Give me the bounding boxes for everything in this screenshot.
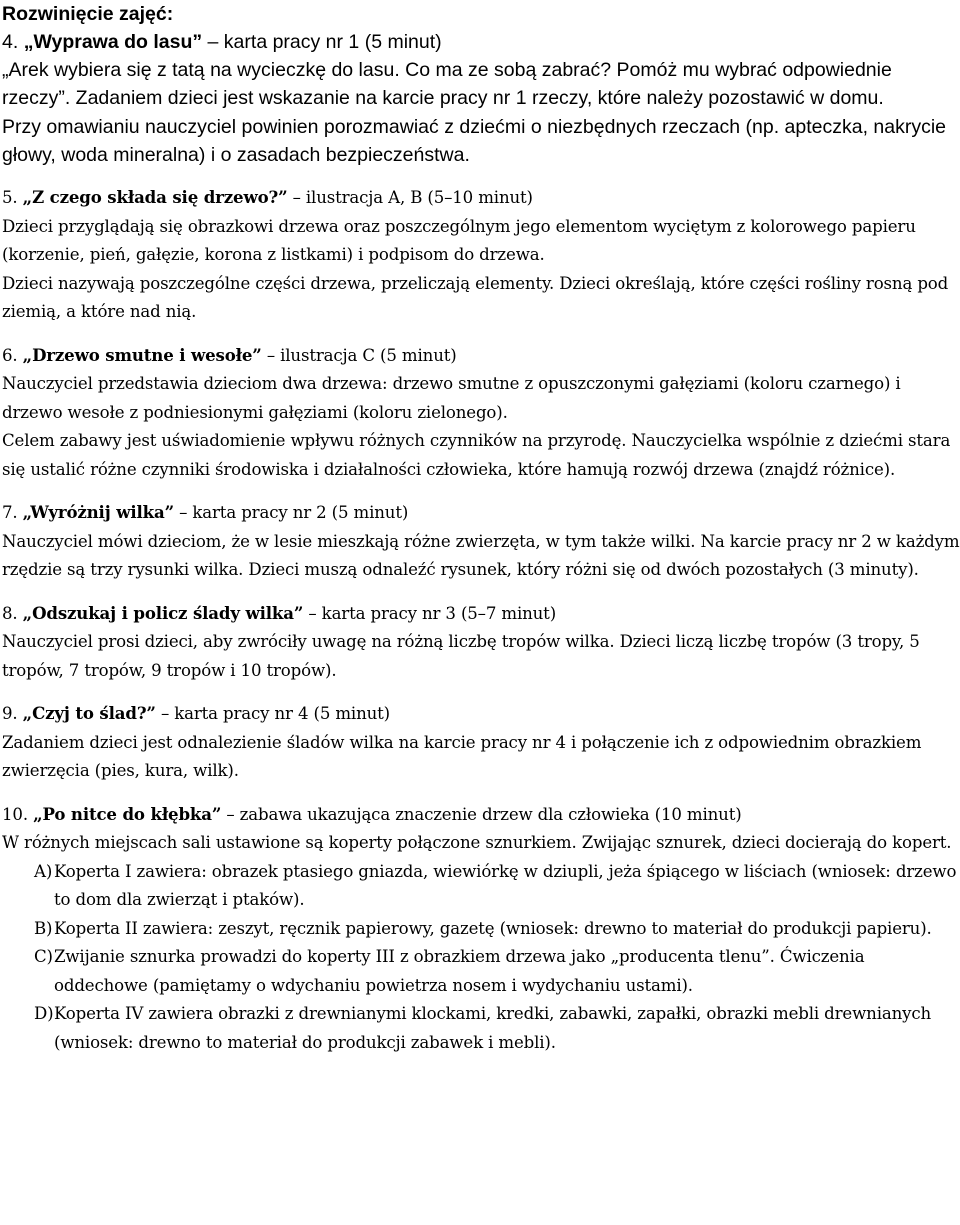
- list-item-text: Zwijanie sznurka prowadzi do koperty III z obrazkiem drzewa jako „producenta tlenu”. Ćwiczenia oddechowe (pamiętamy o wdychaniu powietrza nosem i wydychaniu ustami).: [54, 947, 865, 995]
- section-title: „Czyj to ślad?”: [22, 703, 156, 724]
- section-7: [2, 498, 960, 585]
- paragraph: Dzieci nazywają poszczególne części drzewa, przeliczają elementy. Dzieci określają, które części rośliny rosną pod ziemią, a które nad nią.: [2, 273, 949, 322]
- section-number: 7.: [2, 503, 18, 523]
- paragraph: Celem zabawy jest uświadomienie wpływu różnych czynników na przyrodę. Nauczycielka wspólnie z dziećmi stara się ustalić różne czynniki środowiska i działalności człowieka, które hamują rozwój drzewa (znajdź różnice).: [2, 431, 951, 479]
- paragraph: Nauczyciel prosi dzieci, aby zwróciły uwagę na różną liczbę tropów wilka. Dzieci liczą liczbę tropów (3 tropy, 5 tropów, 7 tropów, 9 tropów i 10 tropów).: [2, 632, 920, 680]
- section-title: „Z czego składa się drzewo?”: [22, 187, 288, 208]
- section-number: 5.: [2, 188, 18, 208]
- section-6-title-line: [2, 341, 960, 371]
- section-8-title-line: [2, 599, 960, 629]
- section-4: [2, 28, 960, 169]
- section-5-title-line: [2, 183, 960, 213]
- list-item-letter: D): [34, 1004, 54, 1024]
- section-6: [2, 341, 960, 485]
- section-7-title-line: [2, 498, 960, 528]
- list-item-letter: A): [34, 861, 53, 881]
- section-10-title-line: [2, 800, 960, 830]
- section-meta: – karta pracy nr 1 (5 minut): [207, 31, 442, 53]
- section-title: „Wyróżnij wilka”: [22, 502, 174, 523]
- list-item-text: Koperta I zawiera: obrazek ptasiego gniazda, wiewiórkę w dziupli, jeża śpiącego w liściach (wniosek: drzewo to dom dla zwierząt i ptaków).: [54, 861, 957, 910]
- paragraph: Nauczyciel mówi dzieciom, że w lesie mieszkają różne zwierzęta, w tym także wilki. Na karcie pracy nr 2 w każdym rzędzie są trzy rysunki wilka. Dzieci muszą odnaleźć rysunek, który różni się od dwóch pozostałych (3 minuty).: [2, 531, 960, 580]
- section-8: [2, 599, 960, 686]
- list-item: [2, 943, 960, 1000]
- section-title: „Odszukaj i policz ślady wilka”: [22, 602, 304, 623]
- section-10: [2, 800, 960, 1058]
- section-title: „Po nitce do kłębka”: [33, 803, 222, 824]
- list-item-letter: B): [34, 918, 53, 938]
- section-meta: – karta pracy nr 3 (5–7 minut): [308, 603, 557, 623]
- section-title: „Wyprawa do lasu”: [23, 31, 203, 53]
- section-heading: Rozwinięcie zajęć:: [2, 3, 174, 25]
- section-number: 10.: [2, 804, 28, 824]
- section-meta: – karta pracy nr 4 (5 minut): [160, 704, 391, 724]
- section-meta: – zabawa ukazująca znaczenie drzew dla człowieka (10 minut): [226, 804, 742, 824]
- paragraph: W różnych miejscach sali ustawione są koperty połączone sznurkiem. Zwijając sznurek, dzieci docierają do kopert.: [2, 833, 952, 853]
- paragraph: „Arek wybiera się z tatą na wycieczkę do lasu. Co ma ze sobą zabrać? Pomóż mu wybrać odpowiednie rzeczy”. Zadaniem dzieci jest wskazanie na karcie pracy nr 1 rzeczy, które należy pozostawić w domu.: [2, 59, 892, 110]
- section-number: 9.: [2, 704, 18, 724]
- paragraph: Przy omawianiu nauczyciel powinien porozmawiać z dziećmi o niezbędnych rzeczach (np. apteczka, nakrycie głowy, woda mineralna) i o zasadach bezpieczeństwa.: [2, 115, 947, 166]
- list-item-text: Koperta II zawiera: zeszyt, ręcznik papierowy, gazetę (wniosek: drewno to materiał do produkcji papieru).: [54, 918, 932, 938]
- section-number: 6.: [2, 345, 18, 365]
- list-item: [2, 915, 960, 944]
- document-page: [2, 0, 960, 1057]
- section-9: [2, 699, 960, 786]
- section-9-title-line: [2, 699, 960, 729]
- section-meta: – ilustracja A, B (5–10 minut): [292, 188, 533, 208]
- list-item-text: Koperta IV zawiera obrazki z drewnianymi klockami, kredki, zabawki, zapałki, obrazki mebli drewnianych (wniosek: drewno to materiał do produkcji zabawek i mebli).: [54, 1004, 932, 1052]
- envelope-list: [2, 858, 960, 1058]
- section-number: 8.: [2, 603, 18, 623]
- list-item: [2, 1000, 960, 1057]
- section-meta: – ilustracja C (5 minut): [266, 345, 457, 365]
- list-item-letter: C): [34, 947, 53, 967]
- paragraph: Dzieci przyglądają się obrazkowi drzewa oraz poszczególnym jego elementom wyciętym z kolorowego papieru (korzenie, pień, gałęzie, korona z listkami) i podpisom do drzewa.: [2, 216, 916, 265]
- section-title: „Drzewo smutne i wesołe”: [22, 344, 262, 365]
- section-5: [2, 183, 960, 327]
- list-item: [2, 858, 960, 915]
- section-4-title-line: [2, 28, 960, 56]
- paragraph: Nauczyciel przedstawia dzieciom dwa drzewa: drzewo smutne z opuszczonymi gałęziami (koloru czarnego) i drzewo wesołe z podniesionymi gałęziami (koloru zielonego).: [2, 374, 901, 422]
- paragraph: Zadaniem dzieci jest odnalezienie śladów wilka na karcie pracy nr 4 i połączenie ich z odpowiednim obrazkiem zwierzęcia (pies, kura, wilk).: [2, 732, 922, 781]
- section-number: 4.: [2, 31, 19, 53]
- section-meta: – karta pracy nr 2 (5 minut): [179, 503, 409, 523]
